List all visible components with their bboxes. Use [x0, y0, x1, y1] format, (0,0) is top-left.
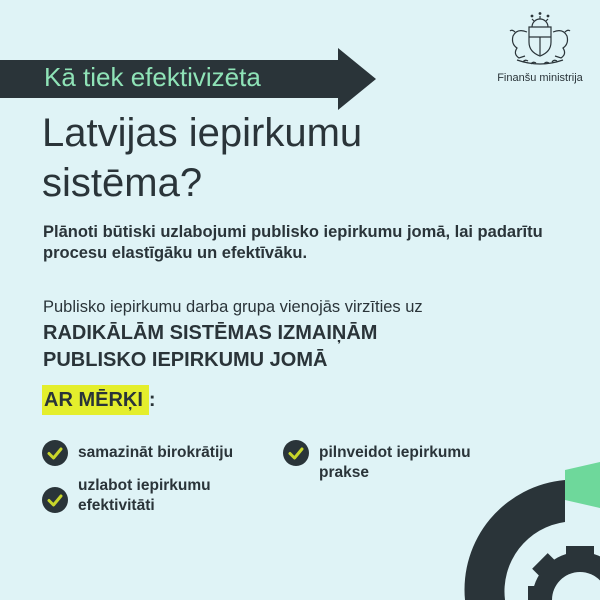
lead-paragraph: Plānoti būtiski uzlabojumi publisko iepirkumu jomā, lai padarītu procesu elastīgāku un efektīvāku. — [43, 223, 543, 262]
gear-cycle-decoration — [440, 460, 600, 600]
caps-line-2: PUBLISKO IEPIRKUMU JOMĀ — [43, 349, 328, 371]
goal-highlight: AR MĒRĶI — [42, 385, 149, 415]
goal-item-label — [78, 443, 233, 463]
title-line-2: sistēma? — [42, 161, 203, 205]
coat-of-arms-icon — [503, 10, 577, 68]
goal-colon: : — [148, 389, 156, 411]
caps-line-1: RADIKĀLĀM SISTĒMAS IZMAIŅĀM — [43, 322, 378, 344]
goal-item-line: uzlabot iepirkumu — [78, 477, 211, 494]
check-circle-icon — [283, 440, 309, 466]
goal-item-line: efektivitāti — [78, 497, 155, 514]
check-circle-icon — [42, 487, 68, 513]
page-title — [42, 108, 462, 208]
goal-item-line: samazināt birokrātiju — [78, 444, 234, 461]
goal-item-label — [78, 476, 211, 516]
check-circle-icon — [42, 440, 68, 466]
banner-text: Kā tiek efektivizēta — [44, 62, 261, 92]
green-arrow-shape — [565, 462, 600, 508]
ministry-logo — [495, 10, 585, 84]
caps-statement — [43, 320, 377, 374]
goal-heading — [42, 385, 156, 415]
logo-text: Finanšu ministrija — [497, 72, 583, 84]
title-line-1: Latvijas iepirkumu — [42, 111, 363, 155]
goal-item-line: prakse — [319, 464, 369, 481]
goal-item-line: pilnveidot iepirkumu — [319, 444, 471, 461]
intro-text: Publisko iepirkumu darba grupa vienojās virzīties uz — [43, 298, 423, 316]
